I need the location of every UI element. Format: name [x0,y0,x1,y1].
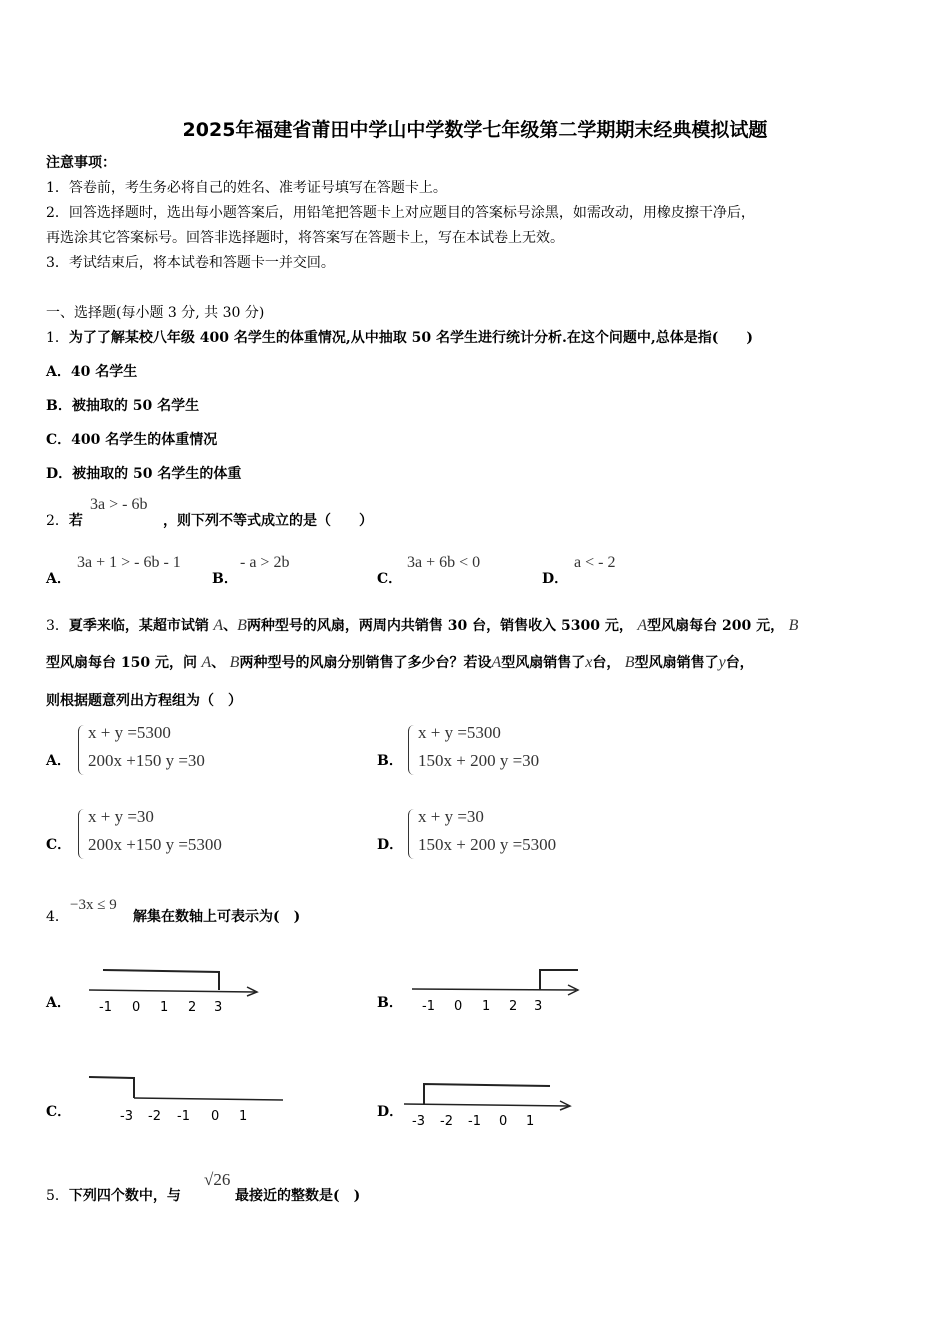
question-text: ，则下列不等式成立的是（ ） [163,513,373,529]
radical-expr: √26 [204,1170,231,1189]
question-pre: 若 [68,513,83,529]
variable-a: A [491,654,502,671]
separator: 、 [211,655,226,671]
question-text: 为了了解某校八年级 400 名学生的体重情况,从中抽取 50 名学生进行统计分析.在这个问题中,总体是指( ) [68,330,753,346]
variable-x: x [585,654,593,671]
equation-line: 200x +150 y =5300 [88,835,222,854]
option-d-expr: a < - 2 [574,554,616,571]
inequality-expr: −3x ≤ 9 [70,897,117,913]
option-b-label: B． [377,995,403,1011]
tick-label: -1 [99,1000,112,1015]
question-number: 1． [46,330,69,346]
tick-label: -3 [120,1109,133,1124]
option-c: C．400 名学生的体重情况 [46,432,218,448]
separator: 、 [223,618,238,634]
option-b: B．被抽取的 50 名学生 [46,398,200,414]
tick-label: 3 [214,1000,223,1015]
option-b-label: B． [377,753,403,769]
solution-bracket [89,1077,134,1098]
option-a-label: A． [46,571,71,587]
tick-label: 2 [188,1000,197,1015]
tick-label: 0 [132,1000,141,1015]
equation-line: x + y =5300 [88,723,171,742]
question-5 [46,1185,181,1205]
tick-label: 0 [499,1114,508,1129]
variable-b: B [788,617,799,634]
equation-line: 150x + 200 y =5300 [418,835,557,854]
variable-a: A [637,617,648,634]
notes-item: 3．考试结束后，将本试卷和答题卡一并交回。 [46,255,335,271]
option-b-expr: - a > 2b [240,554,290,571]
option-a: A．40 名学生 [46,364,138,380]
question-text: 夏季来临，某超市试销 [68,618,209,634]
axis-line [404,1104,568,1106]
tick-label: -1 [177,1109,190,1124]
page-title: 2025年福建省莆田中学山中学数学七年级第二学期期末经典模拟试题 [182,119,768,141]
question-pre: 下列四个数中，与 [68,1188,181,1204]
option-d-label: D． [377,1104,404,1120]
notes-item: 1．答卷前，考生务必将自己的姓名、准考证号填写在答题卡上。 [46,180,447,196]
option-a-expr: 3a + 1 > - 6b - 1 [77,554,181,571]
notes-item: 2．回答选择题时，选出每小题答案后，用铅笔把答题卡上对应题目的答案标号涂黑，如需改动，用橡皮擦干净后， [46,205,755,221]
tick-label: 0 [454,999,463,1014]
tick-label: -2 [440,1114,453,1129]
equation-line: x + y =30 [88,807,154,826]
question-3-line2 [46,652,754,672]
option-b-label: B． [212,571,238,587]
question-3-line1 [46,615,798,635]
tick-label: -1 [468,1114,481,1129]
equation-line: 200x +150 y =30 [88,751,205,770]
question-text: 型风扇销售了 [501,655,586,671]
question-text: 解集在数轴上可表示为( ) [133,909,301,925]
axis-line [412,989,576,990]
tick-label: 0 [211,1109,220,1124]
notes-item: 再选涂其它答案标号。回答非选择题时，将答案写在答题卡上，写在本试卷上无效。 [46,230,564,246]
option-d-label: D． [542,571,569,587]
notes-heading: 注意事项： [46,155,116,171]
question-number: 3． [46,618,69,634]
equation-line: x + y =5300 [418,723,501,742]
axis-line [89,990,255,992]
question-2 [46,510,83,530]
number-line-c [85,1068,295,1130]
question-text: 型风扇每台 200 元， [647,618,785,634]
tick-label: 1 [239,1109,248,1124]
question-number: 5． [46,1188,69,1204]
tick-label: -3 [412,1114,425,1129]
option-c-label: C． [46,837,72,853]
solution-bracket [103,970,219,990]
variable-b: B [624,654,635,671]
number-line-d [400,1072,580,1134]
variable-b: B [237,617,247,634]
tick-label: -1 [422,999,435,1014]
option-d-label: D． [377,837,404,853]
question-text: 两种型号的风扇分别销售了多少台？若设 [239,655,492,671]
option-c-expr: 3a + 6b < 0 [407,554,481,571]
tick-label: -2 [148,1109,161,1124]
question-text: 台， [592,655,621,671]
number-line-a [85,962,265,1022]
variable-a: A [213,617,224,634]
tick-label: 1 [526,1114,535,1129]
option-d: D．被抽取的 50 名学生的体重 [46,466,242,482]
option-c-label: C． [46,1104,72,1120]
tick-label: 3 [534,999,543,1014]
question-text: 台， [725,655,754,671]
variable-b: B [229,654,240,671]
question-3-line3: 则根据题意列出方程组为（ ） [46,693,242,709]
solution-bracket [424,1084,550,1104]
question-text: 两种型号的风扇，两周内共销售 30 台，销售收入 5300 元， [246,618,633,634]
equation-line: 150x + 200 y =30 [418,751,540,770]
axis-line [134,1098,283,1100]
tick-label: 2 [509,999,518,1014]
option-c-label: C． [377,571,403,587]
number-line-b [408,962,588,1022]
brace [408,809,416,859]
variable-a: A [201,654,212,671]
brace [408,725,416,775]
question-text: 型风扇销售了 [634,655,719,671]
brace [78,725,86,775]
variable-y: y [718,654,726,671]
question-number: 2． [46,513,69,529]
question-1 [46,327,753,347]
brace [78,809,86,859]
equation-line: x + y =30 [418,807,484,826]
section-heading: 一、选择题(每小题 3 分, 共 30 分) [46,305,265,321]
option-a-label: A． [46,995,71,1011]
tick-label: 1 [160,1000,169,1015]
question-4-number: 4． [46,909,69,925]
tick-label: 1 [482,999,491,1014]
question-text: 型风扇每台 150 元，问 [46,655,197,671]
question-text: 最接近的整数是( ) [235,1188,361,1204]
option-a-label: A． [46,753,71,769]
condition-expr: 3a > - 6b [90,496,148,513]
